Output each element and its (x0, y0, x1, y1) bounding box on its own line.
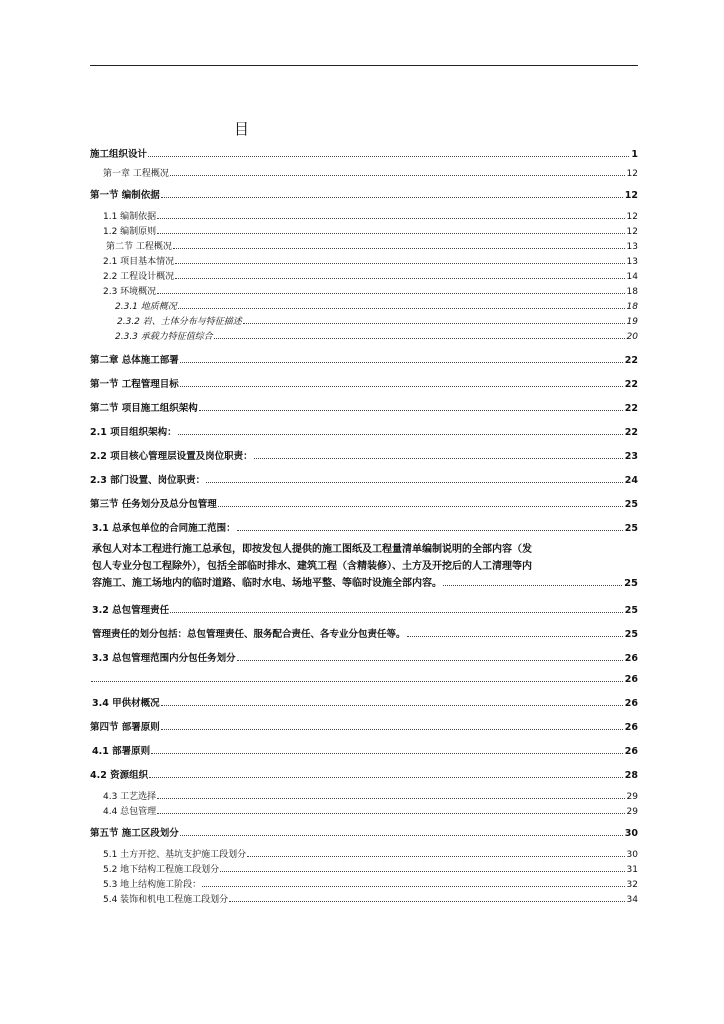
toc-entry-title: 第一节 工程管理目标 (90, 379, 179, 390)
toc-entry-page: 22 (624, 355, 638, 366)
toc-entry[interactable] (90, 743, 638, 757)
toc-entry-page: 30 (626, 850, 638, 860)
toc-entry-page: 18 (626, 287, 638, 297)
toc-entry-page: 25 (624, 578, 638, 589)
toc-leader (180, 835, 623, 836)
toc-leader (199, 410, 623, 411)
toc-entry-page: 22 (624, 403, 638, 414)
toc-entry-line: 包人专业分包工程除外），包括全部临时排水、建筑工程（含精装修）、土方及开挖后的人工清理等内 (92, 561, 532, 572)
toc-entry[interactable] (90, 602, 638, 616)
toc-entry-title: 施工组织设计 (90, 149, 148, 160)
toc-entry-page: 28 (624, 770, 638, 781)
toc-leader (178, 434, 623, 435)
toc-entry[interactable] (90, 352, 638, 366)
toc-leader (170, 612, 623, 613)
toc-entry[interactable] (90, 329, 638, 342)
toc-entry-title: 4.1 部署原则 (92, 746, 151, 757)
toc-entry[interactable] (90, 376, 638, 390)
toc-leader (175, 263, 624, 264)
toc-entry-title: 3.2 总包管理责任 (92, 605, 170, 616)
toc-entry-page: 29 (626, 792, 638, 802)
toc-entry-page: 25 (624, 523, 638, 534)
toc-entry-page: 12 (626, 212, 638, 222)
toc-entry-title: 第二章 总体施工部署 (90, 355, 179, 366)
toc-entry-title: 3.3 总包管理范围内分包任务划分 (92, 653, 236, 664)
toc-leader (407, 636, 623, 637)
toc-leader (161, 729, 623, 730)
toc-leader (149, 777, 623, 778)
toc-entry-title: 1.1 编制依据 (103, 212, 157, 222)
toc-entry-page: 23 (624, 451, 638, 462)
toc-leader (229, 901, 624, 902)
toc-entry[interactable] (90, 239, 638, 252)
toc-entry-title: 第二节 工程概况 (106, 242, 172, 252)
toc-entry-line: 容施工、施工场地内的临时道路、临时水电、场地平整、等临时设施全部内容。 (92, 578, 442, 589)
toc-entry[interactable] (90, 892, 638, 905)
toc-entry[interactable] (90, 299, 638, 312)
toc-entry-title: 4.3 工艺选择 (103, 792, 157, 802)
toc-entry[interactable] (90, 789, 638, 802)
toc-leader (148, 156, 629, 157)
toc-entry-page: 31 (626, 865, 638, 875)
toc-entry[interactable] (90, 862, 638, 875)
toc-entry-page: 25 (624, 605, 638, 616)
toc-entry[interactable] (90, 424, 638, 438)
toc-leader (173, 248, 625, 249)
toc-entry-page: 20 (626, 332, 638, 342)
toc-entry[interactable] (90, 674, 638, 685)
toc-leader (151, 753, 623, 754)
toc-entry-title: 第五节 施工区段划分 (90, 828, 179, 839)
toc-entry[interactable] (90, 520, 638, 534)
toc-leader (237, 530, 623, 531)
toc-leader (202, 886, 624, 887)
toc-leader (157, 218, 624, 219)
toc-entry-page: 12 (626, 227, 638, 237)
toc-leader (237, 660, 623, 661)
toc-entry-page: 26 (624, 698, 638, 709)
toc-leader (91, 681, 623, 682)
toc-entry[interactable] (90, 877, 638, 890)
toc-entry-title: 第一章 工程概况 (103, 169, 169, 179)
toc-leader (243, 323, 625, 324)
toc-entry-title: 管理责任的划分包括：总包管理责任、服务配合责任、各专业分包责任等。 (92, 629, 406, 640)
toc-entry[interactable] (90, 269, 638, 282)
toc-leader (214, 338, 625, 339)
toc-entry-page: 12 (626, 169, 638, 179)
toc-entry-page: 26 (624, 653, 638, 664)
toc-entry-title: 3.1 总承包单位的合同施工范围： (92, 523, 236, 534)
toc-entry-page: 22 (624, 427, 638, 438)
toc-leader (157, 813, 624, 814)
toc-entry[interactable] (90, 146, 638, 160)
toc-entry-page: 34 (626, 895, 638, 905)
toc-entry-page: 13 (626, 257, 638, 267)
toc-entry-title: 2.3.3 承载力特征值综合 (115, 332, 213, 342)
toc-leader (220, 871, 624, 872)
toc-entry-title: 第一节 编制依据 (90, 190, 160, 201)
toc-entry[interactable] (90, 448, 638, 462)
toc-entry[interactable] (90, 209, 638, 222)
toc-entry-title: 2.1 项目基本情况 (103, 257, 175, 267)
toc-entry-title: 2.3 部门设置、岗位职责： (90, 475, 206, 486)
toc-entry-last-line (92, 575, 638, 592)
toc-entry-title: 2.3.1 地质概况 (115, 302, 177, 312)
toc-leader (170, 175, 625, 176)
toc-entry-page: 25 (624, 499, 638, 510)
toc-entry-title: 5.1 土方开挖、基坑支护施工段划分 (103, 850, 247, 860)
toc-entry[interactable] (90, 719, 638, 733)
toc-entry-title: 5.2 地下结构工程施工段划分 (103, 865, 220, 875)
toc-entry-page: 30 (624, 828, 638, 839)
toc-entry-page: 32 (626, 880, 638, 890)
toc-entry[interactable] (90, 847, 638, 860)
toc-entry-page: 13 (626, 242, 638, 252)
toc-entry[interactable] (90, 804, 638, 817)
toc-entry-page: 26 (624, 746, 638, 757)
toc-entry[interactable] (90, 496, 638, 510)
toc-leader (254, 458, 623, 459)
toc-entry-title: 第四节 部署原则 (90, 722, 160, 733)
toc-entry-line: 承包人对本工程进行施工总承包，即按发包人提供的施工图纸及工程量清单编制说明的全部内容（发 (92, 544, 532, 555)
toc-entry-title: 4.4 总包管理 (103, 807, 157, 817)
toc-entry-title: 5.3 地上结构施工阶段： (103, 880, 202, 890)
toc-leader (161, 705, 623, 706)
toc-entry-title: 2.3 环境概况 (103, 287, 157, 297)
toc-entry[interactable] (90, 472, 638, 486)
toc-leader (157, 293, 624, 294)
toc-entry[interactable] (90, 650, 638, 664)
toc-entry-page: 12 (624, 190, 638, 201)
toc-entry[interactable] (90, 695, 638, 709)
toc-entry-page: 24 (624, 475, 638, 486)
toc-entry-title: 第三节 任务划分及总分包管理 (90, 499, 217, 510)
toc-entry-title: 3.4 甲供材概况 (92, 698, 160, 709)
toc-entry-page: 29 (626, 807, 638, 817)
toc-entry-page: 22 (624, 379, 638, 390)
toc-leader (175, 278, 624, 279)
toc-entry[interactable] (90, 626, 638, 640)
toc-entry-page: 19 (626, 317, 638, 327)
toc-entry-title: 4.2 资源组织 (90, 770, 149, 781)
toc-entry[interactable] (90, 224, 638, 237)
toc-leader (206, 482, 623, 483)
toc-leader (443, 585, 622, 586)
toc-entry-page: 1 (631, 149, 638, 160)
toc-entry[interactable] (90, 284, 638, 297)
toc-entry[interactable] (90, 314, 638, 327)
toc-entry-page: 26 (624, 722, 638, 733)
toc-entry-title: 2.1 项目组织架构： (90, 427, 177, 438)
toc-entry-page: 25 (624, 629, 638, 640)
toc-entry-page: 18 (626, 302, 638, 312)
toc-entry-title: 第二节 项目施工组织架构 (90, 403, 198, 414)
toc-entry[interactable] (90, 767, 638, 781)
toc-leader (157, 233, 624, 234)
toc-entry[interactable] (90, 254, 638, 267)
toc-leader (161, 197, 623, 198)
toc-leader (180, 386, 623, 387)
toc-entry-title: 2.2 项目核心管理层设置及岗位职责： (90, 451, 253, 462)
toc-entry-title: 2.3.2 岩、土体分布与特征描述 (117, 317, 242, 327)
toc-leader (157, 798, 624, 799)
toc-entry[interactable] (90, 166, 638, 179)
toc-leader (218, 506, 623, 507)
toc-heading: 目 (234, 120, 250, 138)
toc-leader (247, 856, 624, 857)
toc-leader (178, 308, 625, 309)
toc-leader (180, 362, 623, 363)
toc-entry-long[interactable] (90, 541, 638, 592)
header-rule (90, 65, 638, 66)
table-of-contents (90, 144, 638, 905)
toc-entry[interactable] (90, 400, 638, 414)
toc-entry[interactable] (90, 825, 638, 839)
toc-entry[interactable] (90, 187, 638, 201)
toc-entry-page: 26 (624, 674, 638, 685)
toc-entry-title: 1.2 编制原则 (103, 227, 157, 237)
toc-entry-page: 14 (626, 272, 638, 282)
toc-entry-title: 2.2 工程设计概况 (103, 272, 175, 282)
toc-entry-title: 5.4 装饰和机电工程施工段划分 (103, 895, 229, 905)
